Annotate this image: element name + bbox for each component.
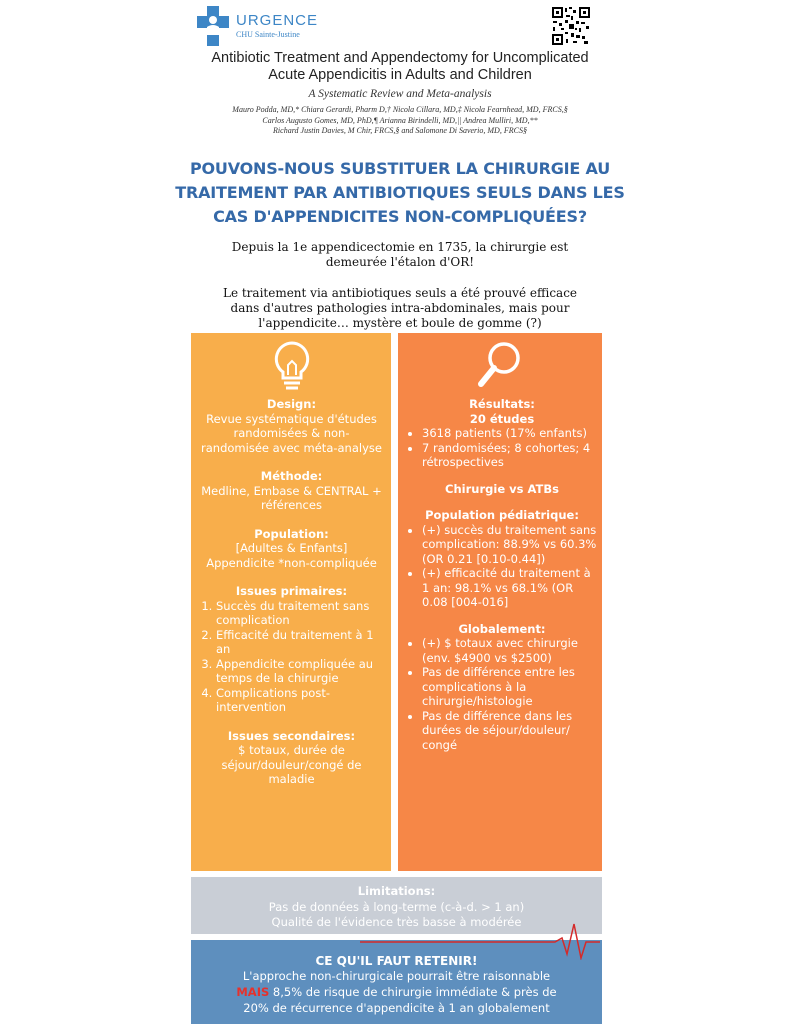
results-block [406, 397, 598, 470]
takeaway-text [197, 968, 596, 1016]
logo-icon [196, 6, 230, 46]
paper-title-line: Acute Appendicitis in Adults and Children [268, 67, 532, 83]
list-item: • 7 randomisées; 8 cohortes; 4 rétrospectives [422, 441, 598, 470]
pediatric-heading: Population pédiatrique: [425, 508, 579, 522]
mais-emphasis: MAIS [236, 985, 270, 999]
list-item: • 3618 patients (17% enfants) [422, 426, 598, 441]
list-item: • Pas de différence dans les durées de séjour/douleur/ congé [422, 709, 598, 753]
population-block [200, 527, 383, 571]
design-heading: Design: [266, 397, 317, 411]
author-line: Mauro Podda, MD,* Chiara Gerardi, Pharm D,† Nicola Cillara, MD,‡ Nicola Fearnhead, MD, FRCS,§ [232, 105, 568, 114]
primary-outcomes-list [200, 599, 383, 715]
global-block [406, 622, 598, 753]
design-text: Revue systématique d'études randomisées & non-randomisée avec méta-analyse [201, 411, 382, 455]
right-column-content [406, 397, 598, 764]
author-line: Richard Justin Davies, M Chir, FRCS,§ and Salomone Di Saverio, MD, FRCS§ [273, 126, 527, 135]
primary-outcomes-heading: Issues primaires: [235, 584, 348, 598]
intro-line: dans d'autres pathologies intra-abdominales, mais pour [230, 301, 570, 315]
list-item: 4. Complications post-intervention [216, 686, 383, 715]
list-item: 2. Efficacité du traitement à 1 an [216, 628, 383, 657]
results-heading: Résultats: [469, 397, 535, 411]
design-block [200, 397, 383, 455]
magnifier-icon [476, 340, 524, 390]
list-item: • (+) $ totaux avec chirurgie (env. $4900 vs $2500) [422, 636, 598, 665]
paper-title-line: Antibiotic Treatment and Appendectomy for Uncomplicated [211, 50, 589, 66]
takeaway-line [197, 984, 596, 1000]
paper-title [150, 50, 650, 84]
intro-text [170, 240, 630, 347]
comparison-heading: Chirurgie vs ATBs [445, 481, 559, 496]
population-heading: Population: [254, 526, 329, 541]
pediatric-block [406, 508, 598, 610]
takeaway-title: CE QU'IL FAUT RETENIR! [315, 954, 478, 968]
takeaway-line-rest: 8,5% de risque de chirurgie immédiate & près de [269, 985, 557, 999]
intro-line: Le traitement via antibiotiques seuls a été prouvé efficace [222, 286, 578, 300]
results-list [406, 426, 598, 470]
left-column-content [200, 397, 383, 801]
author-line: Carlos Augusto Gomes, MD, PhD,¶ Arianna Birindelli, MD,|| Andrea Mulliri, MD,** [262, 115, 538, 125]
main-question [170, 157, 630, 229]
list-item: 3. Appendicite compliquée au temps de la chirurgie [216, 657, 383, 686]
list-item: • Pas de différence entre les complications à la chirurgie/histologie [422, 665, 598, 709]
paper-subtitle: A Systematic Review and Meta-analysis [308, 88, 492, 100]
list-item: • (+) succès du traitement sans complication: 88.9% vs 60.3% (OR 0.21 [0.10-0.44]) [422, 523, 598, 567]
limitations-line: Qualité de l'évidence très basse à modérée [271, 915, 522, 929]
secondary-outcomes-block [200, 729, 383, 787]
limitations-line: Pas de données à long-terme (c-à-d. > 1 an) [268, 900, 525, 914]
pediatric-list [406, 523, 598, 610]
list-item: • (+) efficacité du traitement à 1 an: 98.1% vs 68.1% (OR 0.08 [004-016] [422, 566, 598, 610]
limitations-heading: Limitations: [357, 884, 436, 898]
list-item: 1. Succès du traitement sans complication [216, 599, 383, 628]
secondary-outcomes-heading: Issues secondaires: [227, 728, 356, 743]
method-text: Medline, Embase & CENTRAL + références [201, 483, 382, 512]
population-text: [Adultes & Enfants] Appendicite *non-compliquée [206, 541, 377, 570]
question-line: TRAITEMENT PAR ANTIBIOTIQUES SEULS DANS LES [175, 183, 625, 202]
global-heading: Globalement: [458, 621, 546, 636]
intro-line: Depuis la 1e appendicectomie en 1735, la chirurgie est [231, 240, 569, 254]
primary-outcomes-block [200, 584, 383, 715]
global-list [406, 636, 598, 752]
logo-text: URGENCE [236, 12, 319, 29]
lightbulb-icon [270, 340, 314, 392]
takeaway-line: L'approche non-chirurgicale pourrait être raisonnable [242, 969, 551, 983]
heartbeat-line-icon [360, 920, 600, 960]
method-heading: Méthode: [260, 469, 323, 483]
intro-paragraph [170, 240, 630, 270]
intro-paragraph [170, 286, 630, 331]
question-line: CAS D'APPENDICITES NON-COMPLIQUÉES? [213, 207, 587, 226]
intro-line: l'appendicite… mystère et boule de gomme (?) [258, 316, 542, 330]
intro-line: demeurée l'étalon d'OR! [325, 255, 475, 269]
method-block [200, 469, 383, 513]
logo-subtext: CHU Sainte-Justine [236, 30, 300, 39]
question-line: POUVONS-NOUS SUBSTITUER LA CHIRURGIE AU [189, 159, 611, 178]
results-count: 20 études [469, 411, 535, 426]
author-list [180, 105, 620, 137]
qr-code-icon [551, 6, 591, 46]
takeaway-line: 20% de récurrence d'appendicite à 1 an globalement [243, 1001, 550, 1015]
secondary-outcomes-text: $ totaux, durée de séjour/douleur/congé de maladie [221, 743, 362, 786]
